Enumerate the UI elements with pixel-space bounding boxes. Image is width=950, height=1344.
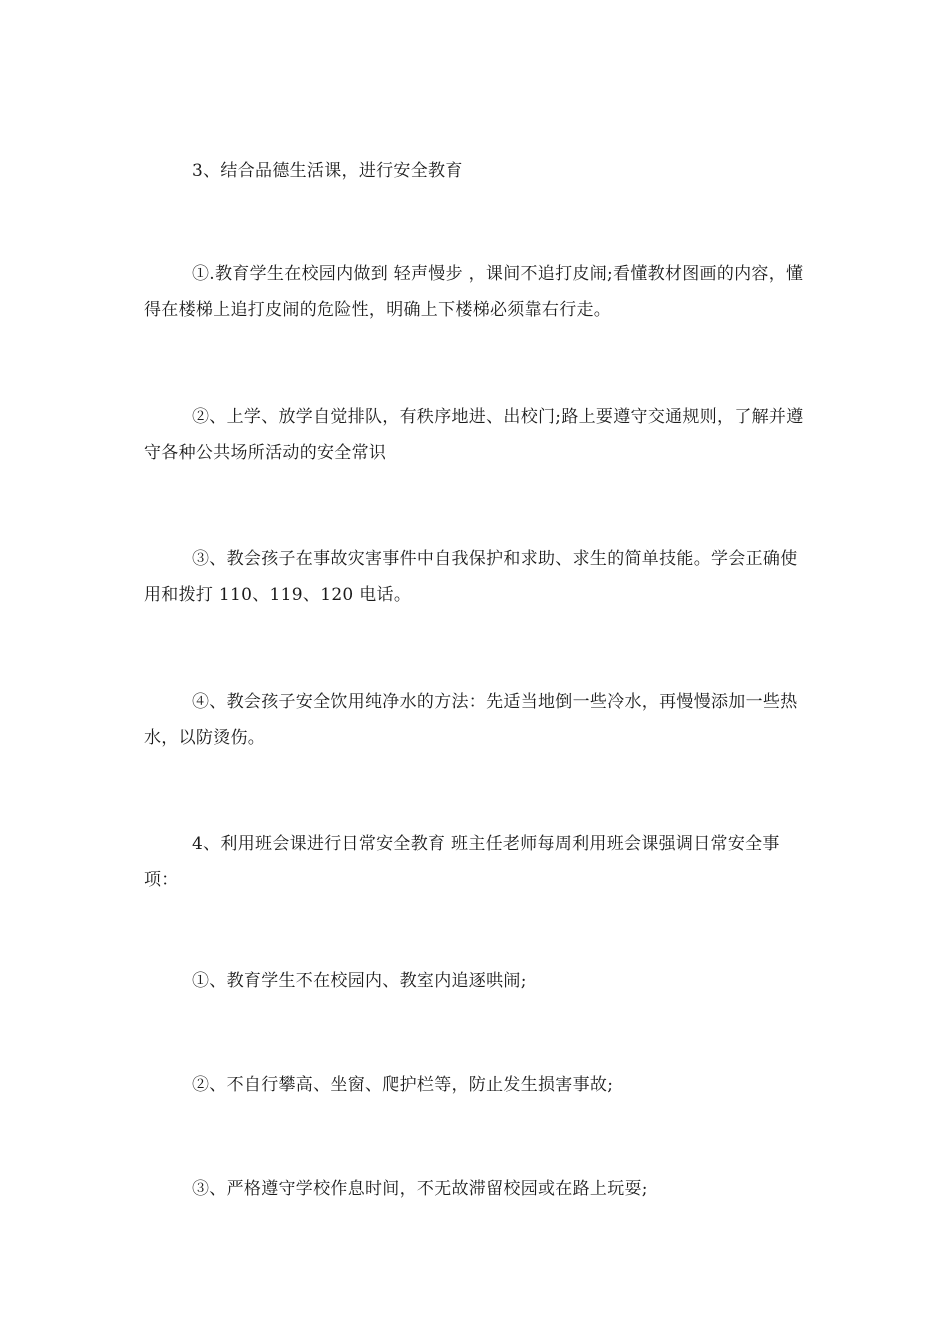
paragraph-item-1: ①.教育学生在校园内做到 轻声慢步 ，课间不追打皮闹;看懂教材图画的内容，懂得在楼梯上追打皮闹的危险性，明确上下楼梯必须靠右行走。 [144,264,804,320]
paragraph-item-2b: ②、不自行攀高、坐窗、爬护栏等，防止发生损害事故; [192,1075,614,1095]
paragraph-item-3b: ③、严格遵守学校作息时间，不无故滞留校园或在路上玩耍; [192,1179,648,1199]
section-heading-4: 4、利用班会课进行日常安全教育 班主任老师每周利用班会课强调日常安全事项： [144,834,780,890]
paragraph-item-1b: ①、教育学生不在校园内、教室内追逐哄闹; [192,971,527,991]
paragraph-item-4: ④、教会孩子安全饮用纯净水的方法：先适当地倒一些冷水，再慢慢添加一些热水，以防烫伤。 [144,692,798,748]
paragraph-item-3: ③、教会孩子在事故灾害事件中自我保护和求助、求生的简单技能。学会正确使用和拨打 110、119、120 电话。 [144,549,798,605]
paragraph-item-2: ②、上学、放学自觉排队，有秩序地进、出校门;路上要遵守交通规则，了解并遵守各种公共场所活动的安全常识 [144,407,804,463]
section-heading-3: 3、结合品德生活课，进行安全教育 [192,161,463,181]
